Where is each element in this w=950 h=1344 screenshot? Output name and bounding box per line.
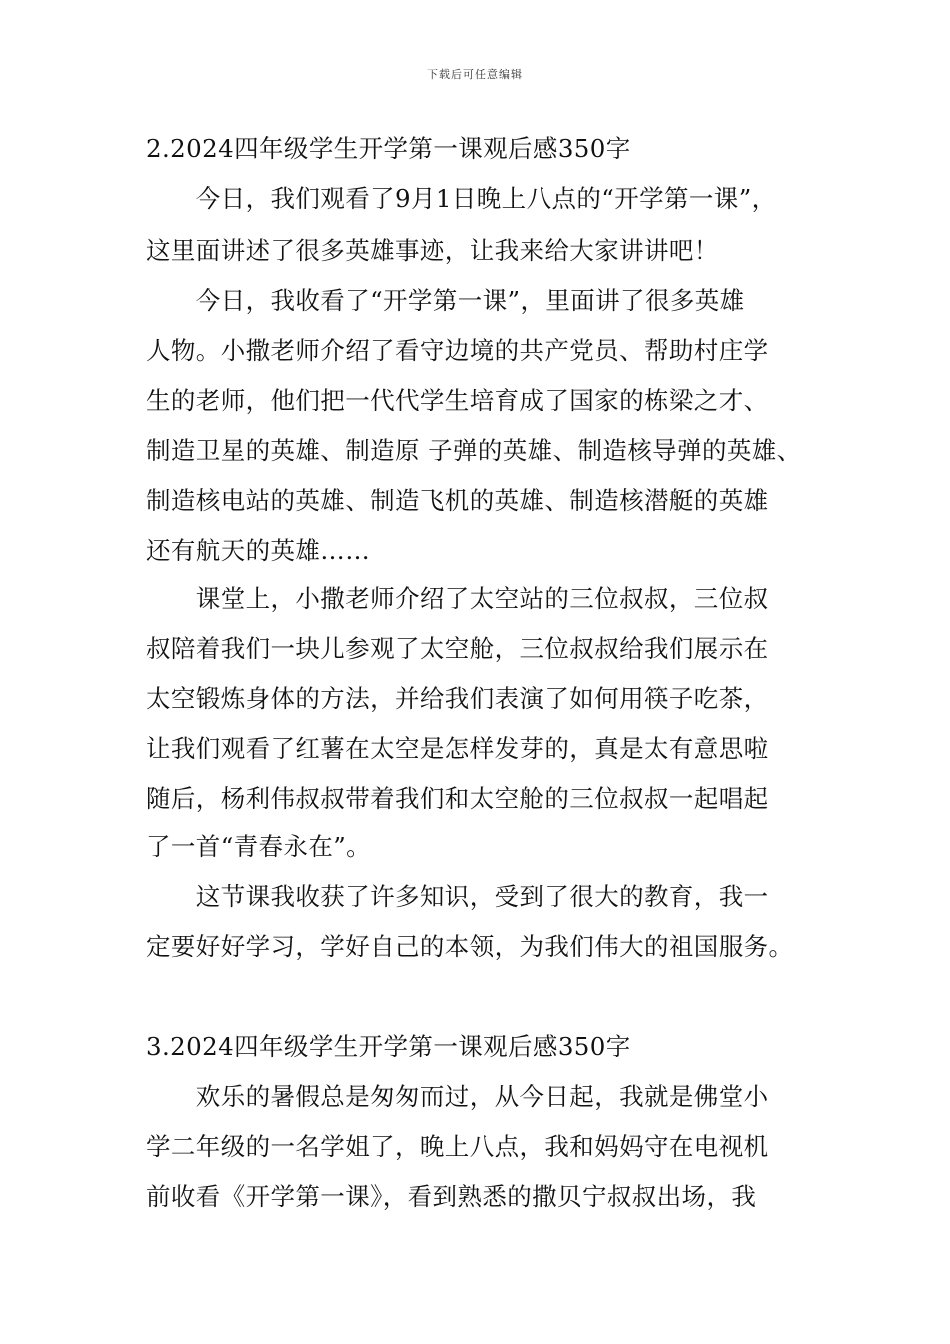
paragraph-line: 学二年级的一名学姐了，晚上八点，我和妈妈守在电视机: [146, 1132, 769, 1161]
paragraph-line: 制造核电站的英雄、制造飞机的英雄、制造核潜艇的英雄: [146, 486, 769, 515]
paragraph-line: 课堂上，小撒老师介绍了太空站的三位叔叔，三位叔: [146, 584, 769, 613]
paragraph-line: 叔陪着我们一块儿参观了太空舱，三位叔叔给我们展示在: [146, 634, 769, 663]
paragraph-line: 了一首“青春永在”。: [146, 832, 372, 861]
paragraph-line: 让我们观看了红薯在太空是怎样发芽的，真是太有意思啦: [146, 734, 769, 763]
paragraph-line: 生的老师，他们把一代代学生培育成了国家的栋梁之才、: [146, 386, 769, 415]
paragraph-line: 定要好好学习，学好自己的本领，为我们伟大的祖国服务。: [146, 932, 794, 961]
paragraph-line: 还有航天的英雄……: [146, 536, 371, 565]
paragraph-line: 人物。小撒老师介绍了看守边境的共产党员、帮助村庄学: [146, 336, 769, 365]
paragraph-line: 前收看《开学第一课》，看到熟悉的撒贝宁叔叔出场，我: [146, 1182, 757, 1211]
paragraph-line: 今日，我们观看了9月1日晚上八点的“开学第一课”，: [146, 184, 777, 213]
paragraph-line: 制造卫星的英雄、制造原 子弹的英雄、制造核导弹的英雄、: [146, 436, 802, 465]
paragraph-line: 欢乐的暑假总是匆匆而过，从今日起，我就是佛堂小: [146, 1082, 769, 1111]
paragraph-line: 太空锻炼身体的方法，并给我们表演了如何用筷子吃茶，: [146, 684, 769, 713]
page-header-note: 下载后可任意编辑: [427, 68, 523, 81]
paragraph-line: 这里面讲述了很多英雄事迹，让我来给大家讲讲吧！: [146, 236, 719, 265]
section-3-title: 3.2024四年级学生开学第一课观后感350字: [146, 1032, 631, 1061]
section-2-title: 2.2024四年级学生开学第一课观后感350字: [146, 134, 631, 163]
paragraph-line: 今日，我收看了“开学第一课”，里面讲了很多英雄: [146, 286, 745, 315]
paragraph-line: 这节课我收获了许多知识，受到了很大的教育，我一: [146, 882, 769, 911]
paragraph-line: 随后，杨利伟叔叔带着我们和太空舱的三位叔叔一起唱起: [146, 784, 769, 813]
